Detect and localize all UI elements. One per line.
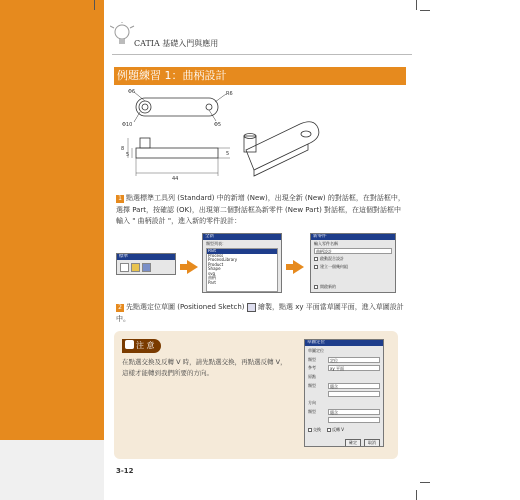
reverse-v-label: 反轉 V: [332, 427, 345, 432]
new-part-dialog-title: 新零件: [311, 234, 395, 240]
page-number: 3-12: [116, 467, 134, 475]
section-title-text: 例題練習 1：曲柄設計: [117, 69, 227, 82]
step2-text-before: 先點選定位草圖 (Positioned Sketch): [126, 303, 245, 311]
flow-arrow-icon: [187, 260, 198, 274]
dim-phi5: Φ5: [214, 122, 222, 128]
dim-5-thickness: 5: [226, 151, 230, 157]
standard-toolbar-window: [116, 253, 176, 275]
flow-arrow-icon: [293, 260, 304, 274]
side-bar: [136, 148, 218, 158]
sketch-group-label: 草圖定位: [308, 348, 324, 353]
crop-mark: [416, 0, 417, 10]
positioned-sketch-icon[interactable]: [247, 303, 256, 312]
open-folder-icon[interactable]: [131, 263, 140, 272]
crank-technical-drawing: [118, 88, 348, 190]
type-list[interactable]: [206, 248, 278, 292]
reference-label: 參考: [308, 365, 316, 370]
step2-text-after: 繪製，點選 xy 平面當草圖平面，進入草圖設計中。: [116, 303, 404, 323]
crop-mark: [416, 490, 417, 500]
swap-option[interactable]: [308, 427, 321, 433]
list-item[interactable]: svg: [208, 270, 215, 276]
note-text: 在點選交換及反轉 V 時，請先點選交換，再點選反轉 V，這樣才能轉到我們所要的方向。: [122, 358, 287, 377]
list-item[interactable]: Shape: [208, 266, 221, 271]
new-dialog-title: 全新: [203, 234, 281, 240]
origin-group-label: 原點: [308, 374, 316, 379]
list-item[interactable]: Process: [208, 252, 224, 258]
list-item[interactable]: Product: [208, 261, 224, 267]
sketch-positioning-dialog: [304, 339, 384, 447]
dim-44: 44: [172, 176, 179, 182]
sketch-dialog-title: 草圖定位: [305, 340, 383, 346]
dim-phi10: Φ10: [122, 122, 133, 128]
side-boss: [140, 138, 150, 148]
boss-hole: [142, 104, 148, 110]
window-title: 標準: [117, 254, 175, 260]
direction-reference-field[interactable]: [328, 417, 380, 423]
origin-type-label: 類型: [308, 383, 316, 388]
orange-sidebar: [0, 0, 104, 500]
part-name-label: 輸入零件名稱: [314, 241, 338, 246]
origin-reference-field[interactable]: [328, 391, 380, 397]
section-title: [114, 67, 406, 85]
list-item[interactable]: Part: [208, 279, 216, 285]
step1-text: 點選標準工具列 (Standard) 中的新增 (New)，出現全新 (New) 的對話框，在對話框中，選擇 Part，按確認 (OK)，出現第二個對話框為新零件 (New Part) 對話框，在這個對話框中輸入 " 曲柄設計 "，進入新的零件設計：: [116, 194, 405, 225]
direction-type-label: 類型: [308, 409, 316, 414]
part-name-field[interactable]: 曲柄設計: [314, 248, 392, 254]
open-new-option-label: 開啟新的: [320, 284, 336, 289]
list-item[interactable]: ProcessLibrary: [208, 257, 238, 262]
hybrid-checkbox[interactable]: [314, 257, 318, 261]
header-divider: [112, 54, 412, 55]
crop-mark: [420, 10, 430, 11]
origin-type-select[interactable]: 隱含: [328, 383, 380, 389]
note-title-text: 注 意: [136, 341, 155, 350]
list-item[interactable]: 曲柄: [208, 275, 216, 280]
type-select[interactable]: 定位: [328, 357, 380, 363]
open-new-checkbox[interactable]: [314, 285, 318, 289]
dim-phi6: Φ6: [128, 89, 136, 95]
list-item[interactable]: Part: [207, 249, 277, 254]
crop-mark: [94, 0, 95, 10]
swap-checkbox[interactable]: [308, 428, 312, 432]
book-title: CATIA 基礎入門與應用: [134, 39, 219, 48]
geoset-option-label: 建立一個幾何組: [320, 264, 348, 269]
new-file-icon[interactable]: [120, 263, 129, 272]
ok-button[interactable]: 確定: [345, 439, 361, 447]
direction-type-select[interactable]: 隱含: [328, 409, 380, 415]
dim-5: 5: [126, 152, 130, 158]
step1-paragraph: [116, 193, 406, 228]
cancel-button[interactable]: 取消: [364, 439, 380, 447]
step2-paragraph: [116, 302, 406, 325]
crop-mark: [420, 482, 430, 483]
step-number: 2: [116, 304, 124, 312]
dim-r6: R6: [226, 91, 233, 97]
swap-label: 交換: [313, 427, 321, 432]
save-icon[interactable]: [142, 263, 151, 272]
step-number: 1: [116, 195, 124, 203]
sidebar-footer-band: [0, 440, 104, 500]
geoset-checkbox[interactable]: [314, 265, 318, 269]
end-hole: [206, 104, 212, 110]
new-part-dialog: [310, 233, 396, 293]
boss-circle: [139, 101, 151, 113]
reverse-v-option[interactable]: [327, 427, 344, 433]
note-title: [122, 339, 161, 353]
new-dialog: [202, 233, 282, 293]
direction-group-label: 方向: [308, 400, 316, 405]
hand-pointer-icon: [125, 340, 134, 349]
type-label: 類型: [308, 357, 316, 362]
reverse-v-checkbox[interactable]: [327, 428, 331, 432]
hybrid-option-label: 啟動混合設計: [320, 256, 344, 261]
type-list-label: 類型列表：: [206, 241, 226, 246]
reference-field[interactable]: xy 平面: [328, 365, 380, 371]
dim-8: 8: [121, 146, 125, 152]
